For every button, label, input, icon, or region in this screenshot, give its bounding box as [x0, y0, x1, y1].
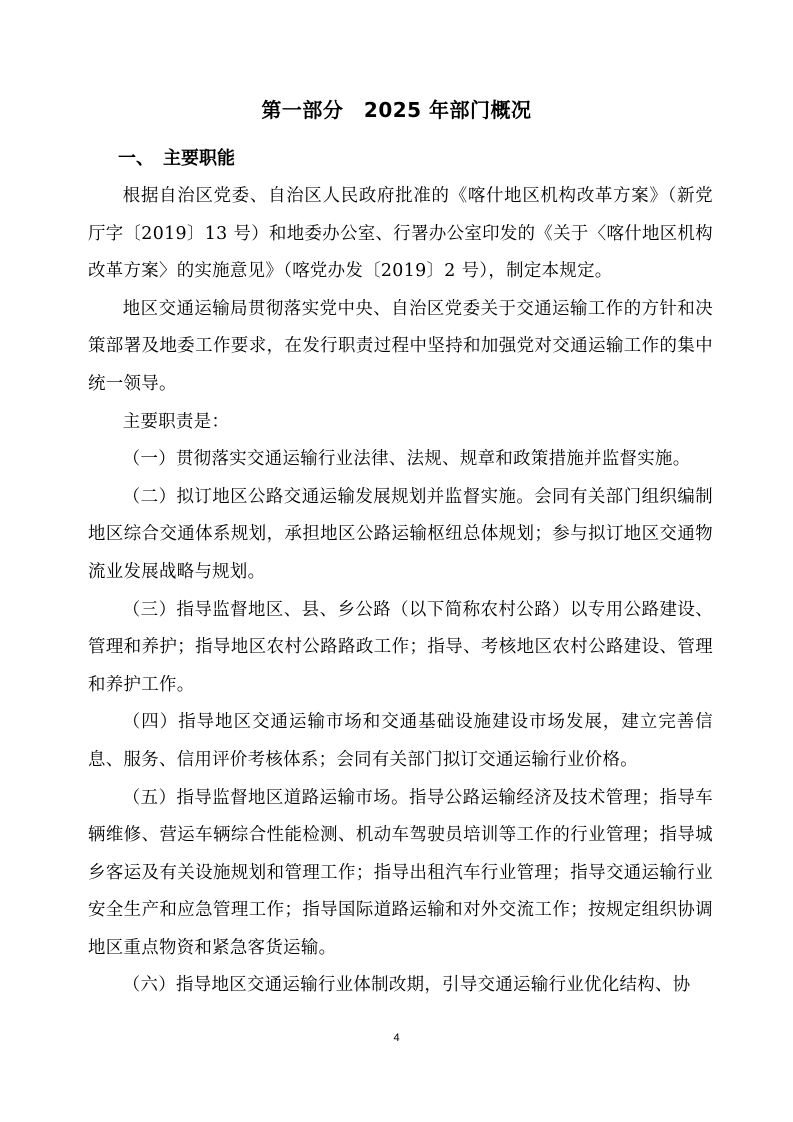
- paragraph-basis: 根据自治区党委、自治区人民政府批准的《喀什地区机构改革方案》（新党厅字〔2019〕13 号）和地委办公室、行署办公室印发的《关于〈喀什地区机构改革方案〉的实施意见》（喀党办发〔2019〕2 号），制定本规定。: [88, 186, 713, 282]
- paragraph-duty-1: （一）贯彻落实交通运输行业法律、法规、规章和政策措施并监督实施。: [122, 449, 691, 470]
- paragraph-duty-3: （三）指导监督地区、县、乡公路（以下简称农村公路）以专用公路建设、管理和养护；指导地区农村公路路政工作；指导、考核地区农村公路建设、管理和养护工作。: [88, 599, 713, 695]
- body-text: [88, 178, 713, 1005]
- paragraph-duty-2: （二）拟订地区公路交通运输发展规划并监督实施。会同有关部门组织编制地区综合交通体系规划，承担地区公路运输枢纽总体规划；参与拟订地区交通物流业发展战略与规划。: [88, 486, 713, 582]
- section-heading: 一、 主要职能: [118, 148, 235, 169]
- page-number: 4: [393, 1032, 400, 1044]
- paragraph-duty-5: （五）指导监督地区道路运输市场。指导公路运输经济及技术管理；指导车辆维修、营运车辆综合性能检测、机动车驾驶员培训等工作的行业管理；指导城乡客运及有关设施规划和管理工作；指导出租汽车行业管理；指导交通运输行业安全生产和应急管理工作；指导国际道路运输和对外交流工作；按规定组织协调地区重点物资和紧急客货运输。: [88, 787, 713, 958]
- paragraph-duty-6: （六）指导地区交通运输行业体制改期，引导交通运输行业优化结构、协: [122, 975, 691, 996]
- paragraph-duty-4: （四）指导地区交通运输市场和交通基础设施建设市场发展，建立完善信息、服务、信用评价考核体系；会同有关部门拟订交通运输行业价格。: [88, 712, 713, 770]
- paragraph-leadership: 地区交通运输局贯彻落实党中央、自治区党委关于交通运输工作的方针和决策部署及地委工作要求，在发行职责过程中坚持和加强党对交通运输工作的集中统一领导。: [88, 298, 713, 394]
- page-title: 第一部分 2025 年部门概况: [261, 98, 532, 122]
- paragraph-duties-intro: 主要职责是：: [122, 411, 230, 432]
